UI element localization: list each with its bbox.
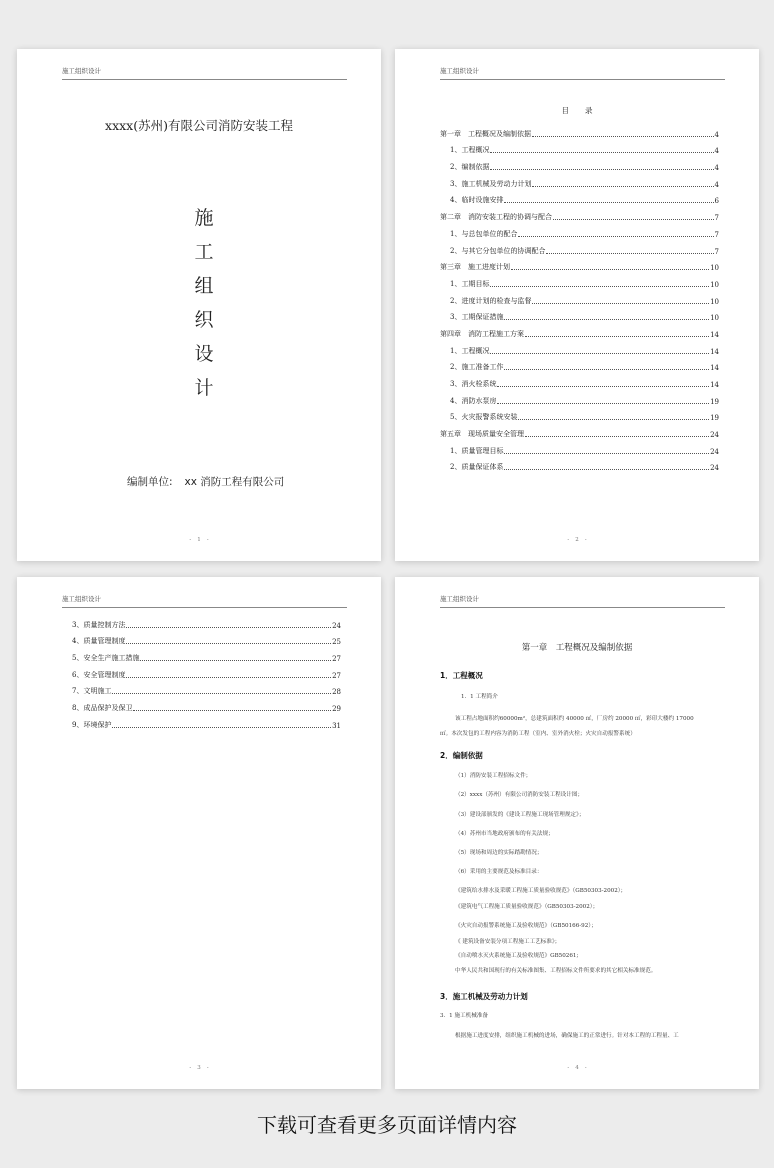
toc-entry-page: 4	[714, 130, 719, 139]
toc-dot-leader	[490, 286, 709, 287]
toc-entry[interactable]	[440, 222, 719, 239]
toc-entry[interactable]	[440, 406, 719, 423]
toc-dot-leader	[518, 419, 709, 420]
header-rule	[62, 607, 347, 608]
toc-entry[interactable]	[440, 439, 719, 456]
toc-dot-leader	[490, 353, 709, 354]
standard-item: 中华人民共和国现行的有关标准图集、工程招标文件所要求的其它相关标准规范。	[455, 968, 657, 974]
toc-dot-leader	[532, 186, 713, 187]
toc-entry-page: 14	[710, 330, 719, 339]
toc-dot-leader	[504, 202, 713, 203]
toc-entry[interactable]	[62, 713, 341, 730]
vertical-char: 织	[194, 309, 214, 331]
toc-entry-text: 4、临时设施安排	[450, 196, 504, 205]
header-rule	[62, 79, 347, 80]
toc-dot-leader	[490, 152, 713, 153]
toc-entry[interactable]	[440, 389, 719, 406]
toc-entry[interactable]	[440, 272, 719, 289]
chapter-title: 第一章 工程概况及编制依据	[521, 643, 633, 653]
toc-entry-text: 1、工期目标	[450, 279, 490, 288]
toc-entry-text: 5、安全生产施工措施	[72, 654, 140, 663]
subsection-heading: 1．1 工程简介	[461, 694, 498, 700]
toc-entry-text: 5、火灾报警系统安装	[450, 413, 518, 422]
toc-entry[interactable]	[440, 155, 719, 172]
toc-entry[interactable]	[62, 630, 341, 647]
compiling-unit-value: xx 消防工程有限公司	[184, 476, 285, 488]
toc-dot-leader	[518, 236, 713, 237]
cover-title: xxxx(苏州)有限公司消防安装工程	[105, 118, 293, 133]
vertical-char: 工	[194, 241, 214, 263]
toc-entry[interactable]	[440, 239, 719, 256]
toc-dot-leader	[546, 253, 713, 254]
toc-dot-leader	[490, 169, 713, 170]
document-page-4	[395, 577, 759, 1089]
toc-chapter-entry[interactable]	[440, 322, 719, 339]
download-caption: 下载可查看更多页面详情内容	[257, 1113, 517, 1137]
toc-dot-leader	[504, 469, 709, 470]
page-number: - 1 -	[189, 537, 209, 543]
toc-entry-text: 2、编制依据	[450, 163, 490, 172]
subsection-heading: 3．1 施工机械准备	[440, 1013, 489, 1019]
toc-entry[interactable]	[440, 189, 719, 206]
compiling-unit	[127, 474, 284, 489]
toc-entry-text: 第一章 工程概况及编制依据	[440, 129, 531, 138]
vertical-char: 设	[194, 343, 214, 365]
standard-item: 《建筑电气工程施工质量验收规范》（GB50303-2002）；	[455, 904, 599, 910]
toc-entry-page: 6	[714, 197, 719, 206]
toc-chapter-entry[interactable]	[440, 256, 719, 273]
toc-dot-leader	[126, 643, 331, 644]
toc-dot-leader	[532, 303, 709, 304]
toc-entry-page: 4	[714, 180, 719, 189]
toc-entry[interactable]	[440, 139, 719, 156]
toc-entry-text: 1、与总包单位的配合	[450, 229, 518, 238]
standard-item: 《火灾自动报警系统施工及验收规范》（GB50166-92）；	[455, 923, 597, 929]
toc-entry-page: 25	[332, 638, 341, 647]
toc-entry-text: 6、安全管理制度	[72, 670, 126, 679]
toc-entry-text: 4、消防水泵房	[450, 396, 497, 405]
toc-entry-text: 3、施工机械及劳动力计划	[450, 179, 532, 188]
toc-entry-page: 10	[710, 264, 719, 273]
toc-entry-text: 第二章 消防安装工程的协调与配合	[440, 213, 552, 222]
basis-item: （6）采用的主要规范及标准目录：	[455, 869, 543, 875]
toc-entry[interactable]	[440, 306, 719, 323]
toc-dot-leader	[126, 627, 331, 628]
toc-entry-page: 27	[332, 655, 341, 664]
toc-dot-leader	[511, 269, 709, 270]
toc-entry-page: 24	[710, 431, 719, 440]
page-header: 施工组织设计	[440, 67, 479, 75]
toc-entry-text: 2、与其它分包单位的协调配合	[450, 246, 546, 255]
paragraph-line: 该工程占地面积约60000m²，总建筑面积约 40000 ㎡，厂房约 20000 ㎡，彩印大楼约 17000	[455, 716, 694, 722]
header-rule	[440, 79, 725, 80]
toc-title: 目录	[561, 106, 609, 115]
toc-entry[interactable]	[62, 613, 341, 630]
toc-entry[interactable]	[440, 372, 719, 389]
toc-entry-page: 7	[714, 247, 719, 256]
toc-entry-text: 第三章 施工进度计划	[440, 263, 510, 272]
section-heading: 1．工程概况	[440, 671, 483, 680]
toc-entry[interactable]	[440, 356, 719, 373]
toc-entry-text: 第四章 消防工程施工方案	[440, 329, 524, 338]
section-heading: 3．施工机械及劳动力计划	[440, 992, 528, 1001]
toc-entry-page: 19	[710, 397, 719, 406]
toc-entry-text: 2、施工准备工作	[450, 363, 504, 372]
toc-entry-text: 4、质量管理制度	[72, 637, 126, 646]
toc-entry[interactable]	[440, 172, 719, 189]
paragraph-line: ㎡。本次发包的工程内容为消防工程（室内、室外消火栓；火灾自动报警系统）	[440, 731, 636, 737]
document-page-1	[17, 49, 381, 561]
toc-entry-page: 24	[710, 447, 719, 456]
toc-entry-text: 3、质量控制方法	[72, 620, 126, 629]
basis-item: （1）消防安装工程招标文件；	[455, 773, 532, 779]
toc-dot-leader	[112, 693, 331, 694]
toc-entry[interactable]	[440, 456, 719, 473]
toc-dot-leader	[525, 436, 709, 437]
toc-entry[interactable]	[62, 696, 341, 713]
toc-entry-page: 19	[710, 414, 719, 423]
toc-entry-page: 4	[714, 164, 719, 173]
toc-dot-leader	[112, 727, 331, 728]
toc-entry-text: 9、环境保护	[72, 720, 112, 729]
basis-item: （2）xxxx（苏州）有限公司消防安装工程设计图；	[455, 792, 584, 798]
toc-entry-text: 2、质量保证体系	[450, 463, 504, 472]
standard-item: 《自动喷水灭火系统施工及验收规范》GB50261;	[455, 953, 579, 959]
paragraph-line: 根据施工进度安排，组织施工机械的进场，确保施工的正常进行。针对本工程的工程量、工	[455, 1033, 679, 1039]
toc-entry-text: 8、成品保护及保卫	[72, 704, 133, 713]
toc-dot-leader	[126, 677, 331, 678]
toc-entry-text: 3、工期保证措施	[450, 313, 504, 322]
toc-entry-page: 10	[710, 280, 719, 289]
toc-dot-leader	[553, 219, 714, 220]
toc-dot-leader	[504, 369, 709, 370]
toc-entry-text: 2、进度计划的检查与监督	[450, 296, 532, 305]
page-header: 施工组织设计	[62, 595, 101, 603]
toc-entry[interactable]	[440, 289, 719, 306]
page-number: - 3 -	[189, 1065, 209, 1071]
toc-entry-page: 7	[714, 214, 719, 223]
toc-entry-text: 7、文明施工	[72, 687, 112, 696]
cover-vertical-title	[192, 201, 216, 405]
page-header: 施工组织设计	[62, 67, 101, 75]
toc-dot-leader	[504, 453, 709, 454]
toc-entry-text: 1、质量管理目标	[450, 446, 504, 455]
table-of-contents-continued	[62, 613, 341, 730]
toc-entry-page: 24	[332, 621, 341, 630]
vertical-char: 组	[194, 275, 214, 297]
standard-item: 《建筑给水排水及采暖工程施工质量验收规范》（GB50303-2002）；	[455, 888, 627, 894]
basis-item: （5）现场和周边的实际踏勘情况；	[455, 850, 543, 856]
toc-chapter-entry[interactable]	[440, 422, 719, 439]
toc-entry-page: 14	[710, 381, 719, 389]
toc-entry-page: 14	[710, 347, 719, 356]
toc-dot-leader	[525, 336, 709, 337]
toc-entry-page: 28	[332, 688, 341, 697]
page-number: - 4 -	[567, 1065, 587, 1071]
toc-entry[interactable]	[62, 663, 341, 680]
toc-entry-text: 1、工程概况	[450, 146, 490, 155]
page-header: 施工组织设计	[440, 595, 479, 603]
table-of-contents	[440, 122, 719, 472]
compiling-unit-label: 编制单位:	[127, 476, 173, 488]
toc-chapter-entry[interactable]	[440, 205, 719, 222]
toc-entry-page: 24	[710, 464, 719, 473]
toc-entry-page: 7	[714, 230, 719, 239]
toc-dot-leader	[532, 136, 714, 137]
toc-entry-text: 3、消火栓系统	[450, 380, 497, 388]
toc-entry-text: 第五章 现场质量安全管理	[440, 430, 524, 439]
document-page-3	[17, 577, 381, 1089]
vertical-char: 计	[194, 377, 214, 399]
toc-entry-text: 1、工程概况	[450, 346, 490, 355]
toc-dot-leader	[497, 386, 709, 387]
toc-dot-leader	[140, 660, 331, 661]
toc-entry[interactable]	[62, 680, 341, 697]
toc-entry-page: 14	[710, 364, 719, 373]
basis-item: （3）建设部颁发的《建设工程施工现场管理规定》；	[455, 812, 585, 818]
toc-entry-page: 10	[710, 314, 719, 323]
header-rule	[440, 607, 725, 608]
toc-entry-page: 31	[332, 721, 341, 730]
toc-entry-page: 27	[332, 671, 341, 680]
section-heading: 2．编制依据	[440, 751, 483, 760]
toc-entry-page: 29	[332, 705, 341, 714]
toc-chapter-entry[interactable]	[440, 122, 719, 139]
document-page-2	[395, 49, 759, 561]
toc-entry[interactable]	[440, 339, 719, 356]
toc-entry-page: 10	[710, 297, 719, 306]
toc-dot-leader	[504, 319, 709, 320]
standard-item: 《 建筑设备安装分项工程施工工艺标准》；	[455, 939, 561, 945]
toc-dot-leader	[497, 403, 709, 404]
toc-dot-leader	[133, 710, 331, 711]
toc-entry-page: 4	[714, 147, 719, 156]
basis-item: （4）苏州市当地政府颁布的有关法规；	[455, 831, 554, 837]
page-number: - 2 -	[567, 537, 587, 543]
toc-entry[interactable]	[62, 646, 341, 663]
vertical-char: 施	[194, 207, 214, 229]
